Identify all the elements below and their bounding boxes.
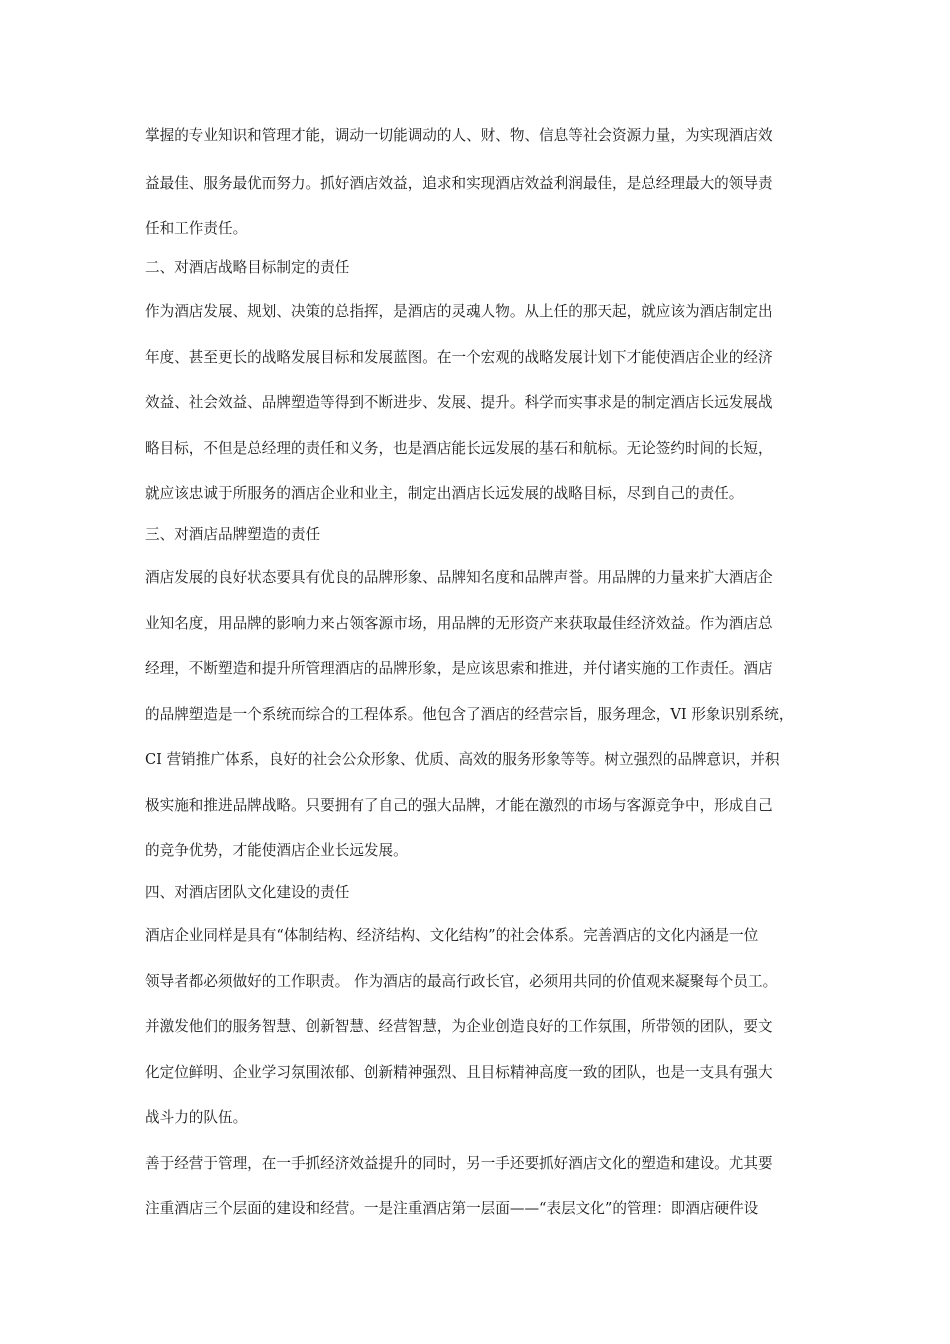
paragraph-line: 酒店企业同样是具有“体制结构、经济结构、文化结构”的社会体系。完善酒店的文化内涵是一位	[145, 927, 759, 944]
paragraph-line: 的品牌塑造是一个系统而综合的工程体系。他包含了酒店的经营宗旨，服务理念，VI 形象识别系统，	[145, 706, 794, 723]
paragraph-line: 任和工作责任。	[145, 220, 248, 237]
paragraph-line: 化定位鲜明、企业学习氛围浓郁、创新精神强烈、且目标精神高度一致的团队，也是一支具有强大	[145, 1064, 773, 1081]
paragraph-line: 掌握的专业知识和管理才能，调动一切能调动的人、财、物、信息等社会资源力量，为实现酒店效	[145, 127, 773, 144]
section-heading: 三、对酒店品牌塑造的责任	[145, 526, 321, 543]
paragraph-line: 略目标，不但是总经理的责任和义务，也是酒店能长远发展的基石和航标。无论签约时间的长短，	[145, 440, 773, 457]
paragraph-line: 善于经营于管理，在一手抓经济效益提升的同时，另一手还要抓好酒店文化的塑造和建设。尤其要	[145, 1155, 773, 1172]
paragraph-line: 业知名度，用品牌的影响力来占领客源市场，用品牌的无形资产来获取最佳经济效益。作为酒店总	[145, 615, 773, 632]
paragraph-line: 注重酒店三个层面的建设和经营。一是注重酒店第一层面——“表层文化”的管理：即酒店硬件设	[145, 1200, 759, 1217]
paragraph-line: 领导者都必须做好的工作职责。 作为酒店的最高行政长官，必须用共同的价值观来凝聚每个员工。	[145, 973, 778, 990]
paragraph-line: 年度、甚至更长的战略发展目标和发展蓝图。在一个宏观的战略发展计划下才能使酒店企业的经济	[145, 349, 773, 366]
section-heading: 二、对酒店战略目标制定的责任	[145, 259, 350, 276]
paragraph-line: 酒店发展的良好状态要具有优良的品牌形象、品牌知名度和品牌声誉。用品牌的力量来扩大酒店企	[145, 569, 773, 586]
paragraph-line: 作为酒店发展、规划、决策的总指挥，是酒店的灵魂人物。从上任的那天起，就应该为酒店制定出	[145, 303, 773, 320]
paragraph-line: 就应该忠诚于所服务的酒店企业和业主，制定出酒店长远发展的战略目标，尽到自己的责任。	[145, 485, 744, 502]
paragraph-line: 战斗力的队伍。	[145, 1109, 248, 1126]
paragraph-line: 的竞争优势，才能使酒店企业长远发展。	[145, 842, 408, 859]
paragraph-line: 极实施和推进品牌战略。只要拥有了自己的强大品牌，才能在激烈的市场与客源竞争中，形成自己	[145, 797, 773, 814]
section-heading: 四、对酒店团队文化建设的责任	[145, 884, 350, 901]
paragraph-line: 效益、社会效益、品牌塑造等得到不断进步、发展、提升。科学而实事求是的制定酒店长远发展战	[145, 394, 773, 411]
paragraph-line: 经理，不断塑造和提升所管理酒店的品牌形象，是应该思索和推进，并付诸实施的工作责任。酒店	[145, 660, 773, 677]
paragraph-line: CI 营销推广体系，良好的社会公众形象、优质、高效的服务形象等等。树立强烈的品牌意识，并积	[145, 751, 780, 768]
paragraph-line: 益最佳、服务最优而努力。抓好酒店效益，追求和实现酒店效益利润最佳，是总经理最大的领导责	[145, 175, 773, 192]
paragraph-line: 并激发他们的服务智慧、创新智慧、经营智慧，为企业创造良好的工作氛围，所带领的团队，要文	[145, 1018, 773, 1035]
